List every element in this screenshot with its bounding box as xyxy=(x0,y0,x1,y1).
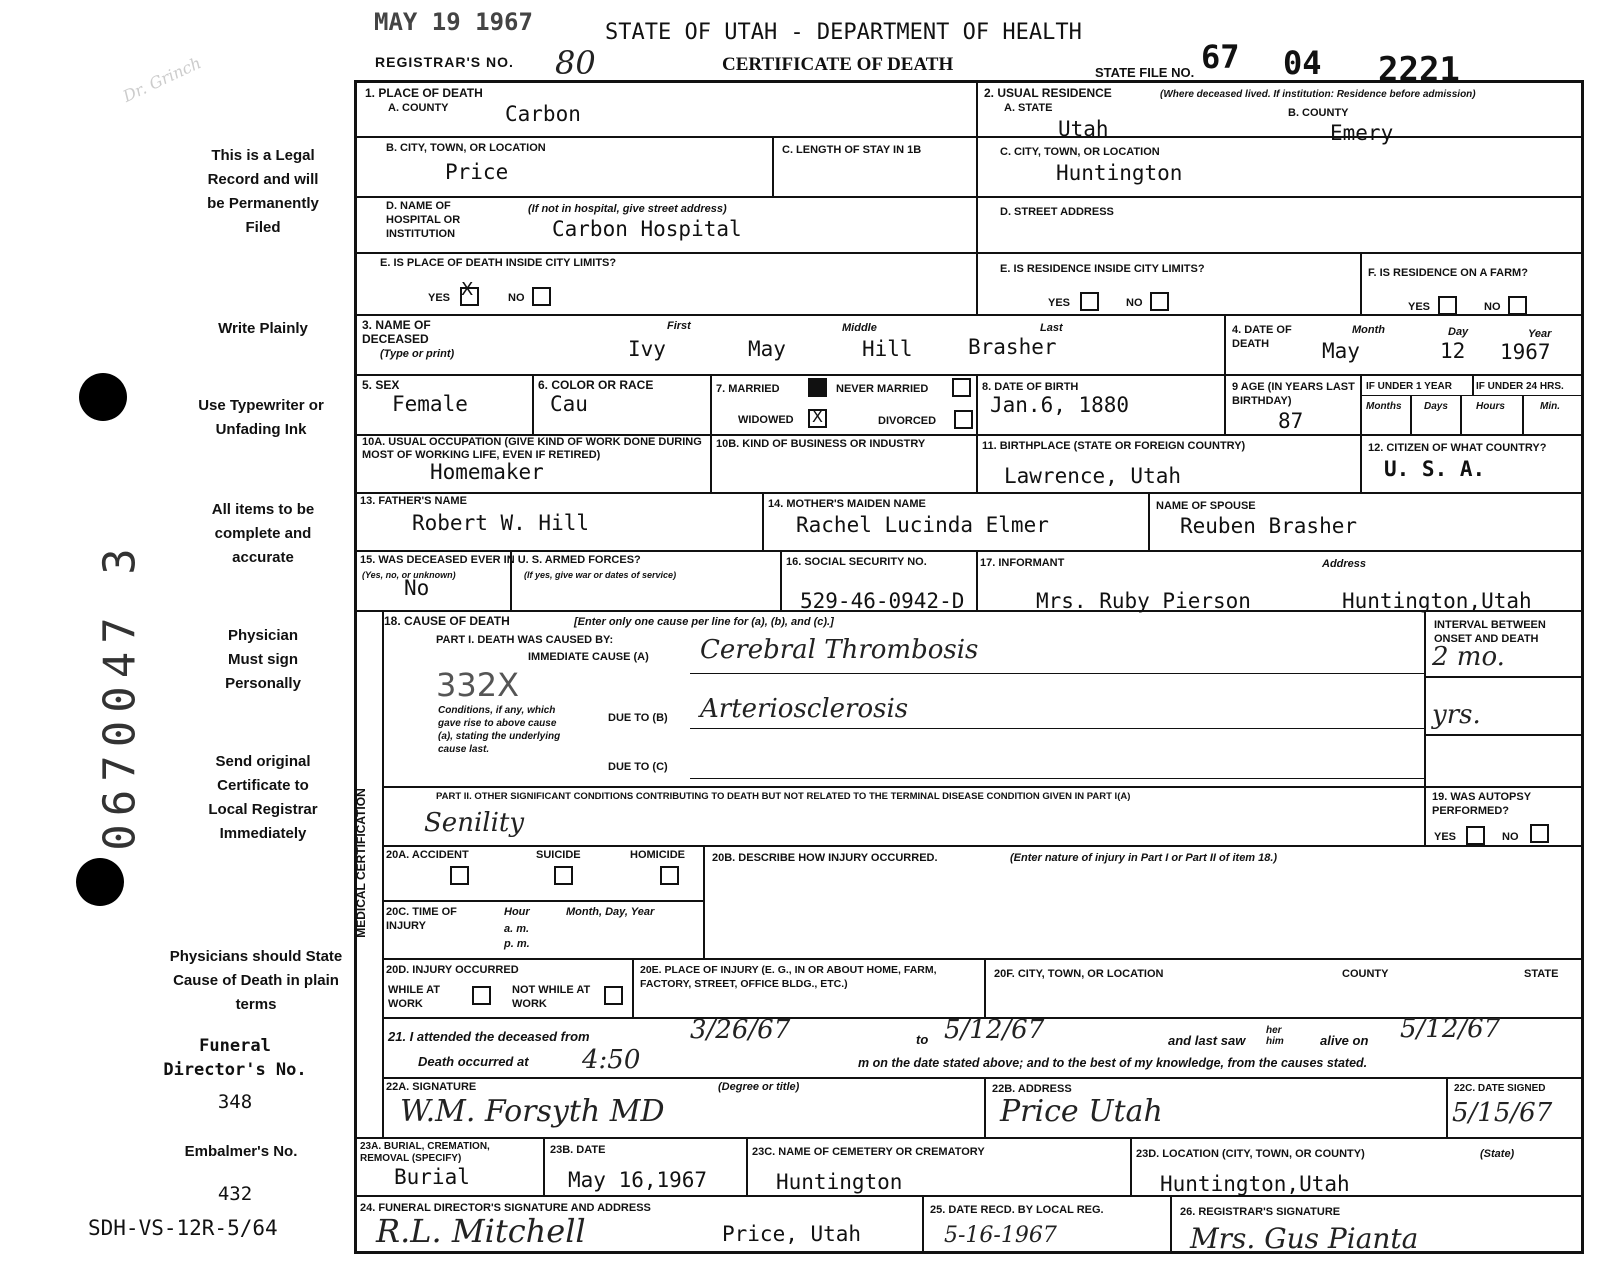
under-24-hrs-label: IF UNDER 24 HRS. xyxy=(1476,381,1564,392)
death-limits-yes-label: YES xyxy=(428,292,451,304)
occupation: Homemaker xyxy=(430,460,544,484)
embalmer-no-label: Embalmer's No. xyxy=(184,1143,298,1160)
hospital-name: Carbon Hospital xyxy=(552,217,742,241)
conditions-note: Conditions, if any, which gave rise to above cause (a), stating the underlying cause last. xyxy=(438,705,561,755)
not-at-work-label: NOT WHILE AT WORK xyxy=(512,984,591,1010)
middle-name-2: Hill xyxy=(862,337,913,361)
suicide-checkbox[interactable] xyxy=(554,866,573,885)
burial-method-label: 23A. BURIAL, CREMATION, REMOVAL (SPECIFY) xyxy=(360,1141,490,1164)
attended-to: 5/12/67 xyxy=(944,1015,1045,1045)
state-file-no-c: 2221 xyxy=(1378,50,1460,90)
informant-address: Huntington,Utah xyxy=(1342,589,1532,613)
days-label: Days xyxy=(1424,401,1448,412)
funeral-director-address: Price, Utah xyxy=(722,1222,862,1246)
age: 87 xyxy=(1278,409,1304,433)
married-label: 7. MARRIED xyxy=(716,383,780,395)
state-file-no-label: STATE FILE NO. xyxy=(1095,65,1195,80)
funeral-director-signature: R.L. Mitchell xyxy=(376,1212,586,1250)
death-occurred-at: 4:50 xyxy=(582,1045,641,1075)
residence-state: Utah xyxy=(1058,117,1109,141)
informant-name: Mrs. Ruby Pierson xyxy=(1036,589,1251,613)
interval-label: INTERVAL BETWEEN ONSET AND DEATH xyxy=(1434,619,1546,645)
residence-limits-no-label: NO xyxy=(1126,297,1143,309)
mother-name: Rachel Lucinda Elmer xyxy=(796,513,1049,537)
dod-month-label: Month xyxy=(1352,324,1385,336)
accident-checkbox[interactable] xyxy=(450,866,469,885)
first-name: Ivy xyxy=(628,337,666,361)
dod-year-label: Year xyxy=(1528,328,1552,340)
length-of-stay-label: C. LENGTH OF STAY IN 1B xyxy=(782,144,922,156)
race-label: 6. COLOR OR RACE xyxy=(538,378,654,392)
residence-inside-limits-label: E. IS RESIDENCE INSIDE CITY LIMITS? xyxy=(1000,263,1205,275)
farm-label: F. IS RESIDENCE ON A FARM? xyxy=(1368,267,1528,279)
injury-description-label: 20B. DESCRIBE HOW INJURY OCCURRED. xyxy=(712,852,938,864)
death-city-label: B. CITY, TOWN, OR LOCATION xyxy=(386,142,546,154)
informant-address-label: Address xyxy=(1322,558,1367,570)
sex: Female xyxy=(392,392,468,416)
part1-label: PART I. DEATH WAS CAUSED BY: xyxy=(436,634,614,646)
farm-no-checkbox[interactable] xyxy=(1508,296,1527,315)
hospital-label: D. NAME OF HOSPITAL OR INSTITUTION xyxy=(386,200,461,240)
father-name: Robert W. Hill xyxy=(412,511,590,535)
burial-location-label: 23D. LOCATION (CITY, TOWN, OR COUNTY) xyxy=(1136,1148,1365,1160)
last-name-label: Last xyxy=(1040,322,1063,334)
part2-label: PART II. OTHER SIGNIFICANT CONDITIONS CONTRIBUTING TO DEATH BUT NOT RELATED TO THE TERMINAL DISEASE CONDITION GIVEN IN PART I(A) xyxy=(436,791,1131,802)
armed-forces-note: (Yes, no, or unknown) xyxy=(362,570,456,580)
sidebar-legal: This is a Legal Record and will be Permanently Filed xyxy=(207,147,319,236)
middle-name-label: Middle xyxy=(842,322,877,334)
residence-state-label: A. STATE xyxy=(1004,102,1053,114)
attended-label: 21. I attended the deceased from xyxy=(388,1029,590,1044)
hospital-note: (If not in hospital, give street address) xyxy=(528,203,727,215)
burial-date-label: 23B. DATE xyxy=(550,1144,606,1156)
punch-hole-top xyxy=(79,373,127,421)
death-limits-yes-mark: X xyxy=(461,279,474,300)
married-checkbox[interactable] xyxy=(808,378,827,397)
widowed-mark: X xyxy=(812,407,823,426)
dod-year: 1967 xyxy=(1500,340,1551,364)
autopsy-yes-label: YES xyxy=(1434,831,1457,843)
place-of-death-label: 1. PLACE OF DEATH xyxy=(365,86,483,100)
mother-label: 14. MOTHER'S MAIDEN NAME xyxy=(768,498,926,510)
funeral-director-no-label: Funeral Director's No. xyxy=(163,1036,307,1080)
dod-month: May xyxy=(1322,339,1360,363)
under-1-year-label: IF UNDER 1 YEAR xyxy=(1366,381,1452,392)
date-signed: 5/15/67 xyxy=(1452,1098,1553,1128)
injury-occurred-label: 20D. INJURY OCCURRED xyxy=(386,964,519,976)
cause-note: [Enter only one cause per line for (a), (b), and (c).] xyxy=(574,616,834,628)
informant-label: 17. INFORMANT xyxy=(980,557,1065,569)
death-city: Price xyxy=(445,160,509,184)
physician-address-label: 22B. ADDRESS xyxy=(992,1083,1072,1095)
suicide-label: SUICIDE xyxy=(536,849,581,861)
last-name: Brasher xyxy=(968,335,1057,359)
birthplace: Lawrence, Utah xyxy=(1004,464,1182,488)
deceased-name-label: 3. NAME OF DECEASED xyxy=(362,318,431,346)
occupation-label: 10A. USUAL OCCUPATION (GIVE KIND OF WORK DONE DURING MOST OF WORKING LIFE, EVEN IF RETIRED) xyxy=(362,436,702,461)
dod-day-label: Day xyxy=(1448,326,1469,338)
sidebar-send-original: Send original Certificate to Local Registrar Immediately xyxy=(208,753,318,842)
father-label: 13. FATHER'S NAME xyxy=(360,495,467,507)
place-of-injury-label: 20E. PLACE OF INJURY (E. G., IN OR ABOUT HOME, FARM, FACTORY, STREET, OFFICE BLDG., ETC.) xyxy=(640,964,937,990)
divorced-checkbox[interactable] xyxy=(954,410,973,429)
homicide-checkbox[interactable] xyxy=(660,866,679,885)
burial-state-label: (State) xyxy=(1480,1148,1515,1160)
not-at-work-checkbox[interactable] xyxy=(604,986,623,1005)
autopsy-yes-checkbox[interactable] xyxy=(1466,826,1485,845)
embalmer-no: 432 xyxy=(217,1183,253,1205)
death-limits-no-checkbox[interactable] xyxy=(532,287,551,306)
accident-label: 20A. ACCIDENT xyxy=(386,849,469,861)
interval-b: yrs. xyxy=(1432,700,1481,730)
dod-day: 12 xyxy=(1440,339,1466,363)
registrar-no: 80 xyxy=(555,44,596,82)
alive-on-date: 5/12/67 xyxy=(1400,1014,1501,1044)
sidebar-physician-sign: Physician Must sign Personally xyxy=(225,627,301,692)
date-received-label: 25. DATE RECD. BY LOCAL REG. xyxy=(930,1204,1104,1216)
residence-county-label: B. COUNTY xyxy=(1288,107,1349,119)
date-of-death-label: 4. DATE OF DEATH xyxy=(1232,324,1292,350)
icd-code: 332X xyxy=(436,666,519,704)
widowed-label: WIDOWED xyxy=(738,414,794,426)
state-file-no-a: 67 xyxy=(1201,38,1240,76)
street-address-label: D. STREET ADDRESS xyxy=(1000,206,1114,218)
pm-label: p. m. xyxy=(504,938,530,950)
war-dates-note: (If yes, give war or dates of service) xyxy=(524,570,677,580)
spouse-name: Reuben Brasher xyxy=(1180,514,1358,538)
months-label: Months xyxy=(1366,401,1402,412)
registrar-no-label: REGISTRAR'S NO. xyxy=(375,54,514,70)
never-married-checkbox[interactable] xyxy=(952,378,971,397)
injury-city-label: 20F. CITY, TOWN, OR LOCATION xyxy=(994,968,1164,980)
alive-on-label: alive on xyxy=(1320,1033,1369,1048)
her-him-label: her him xyxy=(1266,1025,1284,1047)
burial-location: Huntington,Utah xyxy=(1160,1172,1350,1196)
cemetery-name: Huntington xyxy=(776,1170,903,1194)
part2-conditions: Senility xyxy=(424,808,525,838)
date-received: 5-16-1967 xyxy=(944,1223,1057,1248)
funeral-director-label: 24. FUNERAL DIRECTOR'S SIGNATURE AND ADDRESS xyxy=(360,1202,651,1214)
death-county-label: A. COUNTY xyxy=(388,102,449,114)
divorced-label: DIVORCED xyxy=(878,415,937,427)
state-file-no-b: 04 xyxy=(1283,44,1322,82)
farm-yes-checkbox[interactable] xyxy=(1438,296,1457,315)
hours-label: Hours xyxy=(1476,401,1505,412)
attended-from: 3/26/67 xyxy=(690,1015,791,1045)
death-county: Carbon xyxy=(505,102,581,126)
sidebar-state-cause: Physicians should State Cause of Death in plain terms xyxy=(169,948,343,1013)
injury-description-note: (Enter nature of injury in Part I or Part II of item 18.) xyxy=(1010,852,1278,864)
dob-label: 8. DATE OF BIRTH xyxy=(982,381,1079,393)
cause-of-death-label: 18. CAUSE OF DEATH xyxy=(384,614,510,628)
physician-address: Price Utah xyxy=(1000,1094,1163,1129)
business-label: 10B. KIND OF BUSINESS OR INDUSTRY xyxy=(716,438,926,450)
residence-limits-yes-checkbox[interactable] xyxy=(1080,292,1099,311)
usual-residence-note: (Where deceased lived. If institution: Residence before admission) xyxy=(1160,89,1476,100)
ssn-label: 16. SOCIAL SECURITY NO. xyxy=(786,556,927,568)
physician-signature: W.M. Forsyth MD xyxy=(400,1094,665,1129)
registrar-signature: Mrs. Gus Pianta xyxy=(1190,1222,1419,1255)
citizen-label: 12. CITIZEN OF WHAT COUNTRY? xyxy=(1368,442,1547,454)
burial-method: Burial xyxy=(394,1165,470,1189)
farm-yes-label: YES xyxy=(1408,301,1431,313)
birthplace-label: 11. BIRTHPLACE (STATE OR FOREIGN COUNTRY) xyxy=(982,440,1246,452)
date-signed-label: 22C. DATE SIGNED xyxy=(1454,1083,1546,1094)
sidebar-typewriter: Use Typewriter or Unfading Ink xyxy=(198,397,324,438)
death-limits-no-label: NO xyxy=(508,292,525,304)
death-occurred-at-label: Death occurred at xyxy=(418,1054,529,1069)
sidebar-write-plainly: Write Plainly xyxy=(218,320,308,337)
last-saw-label: and last saw xyxy=(1168,1033,1246,1048)
autopsy-no-label: NO xyxy=(1502,831,1519,843)
stated-label: m on the date stated above; and to the best of my knowledge, from the causes stated. xyxy=(858,1056,1368,1070)
spouse-label: NAME OF SPOUSE xyxy=(1156,500,1256,512)
form-code: SDH-VS-12R-5/64 xyxy=(88,1216,278,1240)
punch-hole-bottom xyxy=(76,858,124,906)
month-day-year-label: Month, Day, Year xyxy=(566,906,655,918)
min-label: Min. xyxy=(1540,401,1560,412)
received-stamp: MAY 19 1967 xyxy=(374,8,533,36)
cemetery-label: 23C. NAME OF CEMETERY OR CREMATORY xyxy=(752,1146,985,1158)
degree-label: (Degree or title) xyxy=(718,1081,800,1093)
registrar-signature-label: 26. REGISTRAR'S SIGNATURE xyxy=(1180,1206,1341,1218)
armed-forces: No xyxy=(404,576,430,600)
while-at-work-checkbox[interactable] xyxy=(472,986,491,1005)
homicide-label: HOMICIDE xyxy=(630,849,685,861)
hour-label: Hour xyxy=(504,906,530,918)
armed-forces-label: 15. WAS DECEASED EVER IN U. S. ARMED FORCES? xyxy=(360,554,641,566)
residence-limits-yes-label: YES xyxy=(1048,297,1071,309)
interval-a: 2 mo. xyxy=(1432,642,1505,672)
type-or-print-note: (Type or print) xyxy=(380,348,455,360)
vertical-serial-number: 0670047 3 xyxy=(94,540,146,851)
age-label: 9 AGE (IN YEARS LAST BIRTHDAY) xyxy=(1232,381,1355,407)
farm-no-label: NO xyxy=(1484,301,1501,313)
corner-note: Dr. Grinch xyxy=(119,53,205,106)
death-inside-limits-label: E. IS PLACE OF DEATH INSIDE CITY LIMITS? xyxy=(380,257,617,269)
autopsy-label: 19. WAS AUTOPSY PERFORMED? xyxy=(1432,791,1531,817)
injury-state-label: STATE xyxy=(1524,968,1559,980)
dob: Jan.6, 1880 xyxy=(990,393,1130,417)
medical-certification-side-label: MEDICAL CERTIFICATION xyxy=(354,788,368,938)
residence-city-label: C. CITY, TOWN, OR LOCATION xyxy=(1000,146,1160,158)
while-at-work-label: WHILE AT WORK xyxy=(388,984,440,1010)
residence-city: Huntington xyxy=(1056,161,1183,185)
certificate-title: CERTIFICATE OF DEATH xyxy=(722,54,954,75)
sex-label: 5. SEX xyxy=(362,378,400,392)
immediate-cause: Cerebral Thrombosis xyxy=(700,635,979,665)
due-b-label: DUE TO (B) xyxy=(608,712,668,724)
am-label: a. m. xyxy=(504,923,530,935)
due-c-label: DUE TO (C) xyxy=(608,761,668,773)
usual-residence-label: 2. USUAL RESIDENCE xyxy=(984,86,1112,100)
injury-county-label: COUNTY xyxy=(1342,968,1389,980)
ssn: 529-46-0942-D xyxy=(800,589,965,613)
first-name-label: First xyxy=(667,320,691,332)
burial-date: May 16,1967 xyxy=(568,1168,708,1192)
sidebar-complete: All items to be complete and accurate xyxy=(211,501,315,566)
autopsy-no-checkbox[interactable] xyxy=(1530,824,1549,843)
residence-county: Emery xyxy=(1330,121,1394,145)
form-title: STATE OF UTAH - DEPARTMENT OF HEALTH xyxy=(605,20,1082,45)
time-of-injury-label: 20C. TIME OF INJURY xyxy=(386,906,457,932)
residence-limits-no-checkbox[interactable] xyxy=(1150,292,1169,311)
race: Cau xyxy=(550,392,588,416)
due-b: Arteriosclerosis xyxy=(700,694,909,724)
funeral-director-no: 348 xyxy=(217,1091,253,1113)
citizen: U. S. A. xyxy=(1384,457,1486,481)
signature-label: 22A. SIGNATURE xyxy=(386,1081,477,1093)
middle-name-1: May xyxy=(748,337,786,361)
immediate-cause-label: IMMEDIATE CAUSE (A) xyxy=(528,651,649,663)
never-married-label: NEVER MARRIED xyxy=(836,383,929,395)
to-label: to xyxy=(916,1032,929,1047)
